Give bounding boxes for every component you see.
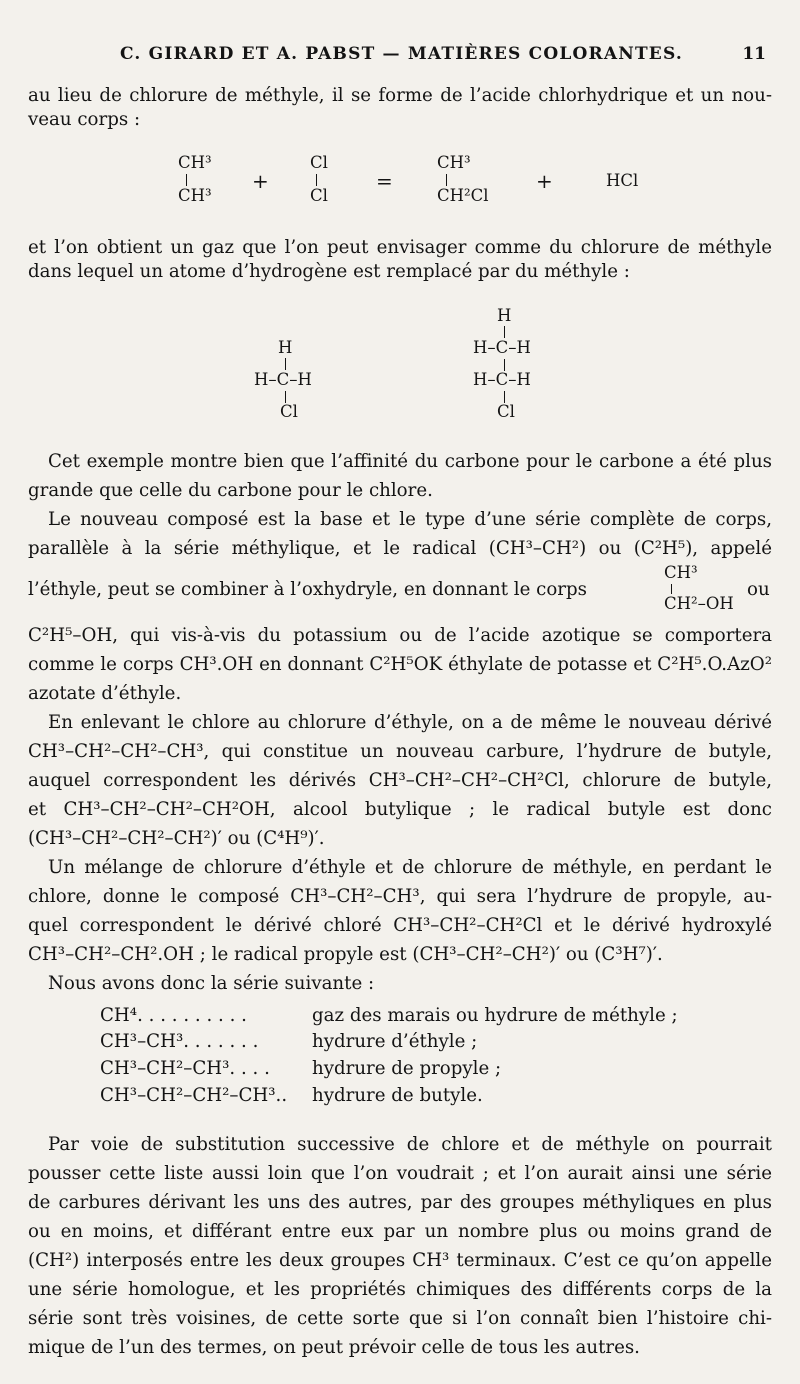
struct-a-middle: H–C–H (254, 370, 312, 389)
text-line: (CH²) interposés entre les deux groupes CH³ terminaux. C’est ce qu’on appelle (28, 1250, 772, 1271)
series-name: hydrure d’éthyle ; (312, 1031, 478, 1052)
series-name: gaz des marais ou hydrure de méthyle ; (312, 1005, 678, 1026)
text-line: grande que celle du carbone pour le chlore. (28, 480, 433, 501)
text-line: Par voie de substitution successive de chlore et de méthyle on pourrait (48, 1134, 772, 1155)
text-line: Nous avons donc la série suivante : (48, 973, 375, 994)
series-name: hydrure de propyle ; (312, 1058, 502, 1079)
series-name: hydrure de butyle. (312, 1085, 483, 1106)
text-line: Le nouveau composé est la base et le type d’une série complète de corps, (48, 509, 772, 530)
eq-plus-1: + (252, 169, 269, 193)
eq-left-bottom: CH³ (178, 186, 212, 205)
eq-mid-bottom: Cl (310, 186, 328, 205)
eq-equals: = (376, 169, 393, 193)
series-formula: CH³–CH²–CH³. . . . (100, 1058, 270, 1079)
text-line: azotate d’éthyle. (28, 683, 182, 704)
ethanol-top: CH³ (664, 563, 698, 582)
text-line: Cet exemple montre bien que l’affinité du carbone pour le carbone a été plus (48, 451, 772, 472)
text-line: pousser cette liste aussi loin que l’on voudrait ; et l’on aurait ainsi une série (28, 1163, 772, 1184)
text-line: veau corps : (28, 109, 141, 130)
text-line: l’éthyle, peut se combiner à l’oxhydryle, en donnant le corps (28, 579, 587, 600)
text-line: et l’on obtient un gaz que l’on peut envisager comme du chlorure de méthyle (28, 237, 772, 258)
text-line: CH³–CH²–CH²–CH³, qui constitue un nouveau carbure, l’hydrure de butyle, (28, 741, 772, 762)
text-line: parallèle à la série méthylique, et le radical (CH³–CH²) ou (C²H⁵), appelé (28, 538, 772, 559)
struct-b-lower: H–C–H (473, 370, 531, 389)
text-line: Un mélange de chlorure d’éthyle et de chlorure de méthyle, en perdant le (48, 857, 772, 878)
text-line: ou en moins, et différant entre eux par un nombre plus ou moins grand de (28, 1221, 772, 1242)
struct-a-top: H (278, 338, 293, 357)
struct-b-upper: H–C–H (473, 338, 531, 357)
text-line: de carbures dérivant les uns des autres, par des groupes méthyliques en plus (28, 1192, 772, 1213)
text-line: et CH³–CH²–CH²–CH²OH, alcool butylique ; le radical butyle est donc (28, 799, 772, 820)
series-formula: CH³–CH²–CH²–CH³.. (100, 1085, 288, 1106)
eq-right-bottom: CH²Cl (437, 186, 489, 205)
page-number: 11 (742, 44, 766, 64)
text-line: CH³–CH²–CH².OH ; le radical propyle est (CH³–CH²–CH²)′ ou (C³H⁷)′. (28, 944, 663, 965)
text-line: chlore, donne le composé CH³–CH²–CH³, qui sera l’hydrure de propyle, au- (28, 886, 772, 907)
text-line: (CH³–CH²–CH²–CH²)′ ou (C⁴H⁹)′. (28, 828, 325, 849)
text-line: une série homologue, et les propriétés chimiques des différents corps de la (28, 1279, 772, 1300)
series-formula: CH⁴. . . . . . . . . . (100, 1005, 247, 1026)
text-line: dans lequel un atome d’hydrogène est remplacé par du méthyle : (28, 261, 630, 282)
ethanol-bottom: CH²–OH (664, 594, 734, 613)
page-header (0, 44, 800, 70)
eq-plus-2: + (536, 169, 553, 193)
eq-right-top: CH³ (437, 153, 471, 172)
text-line: série sont très voisines, de cette sorte que si l’on connaît bien l’histoire chi- (28, 1308, 772, 1329)
struct-a-bottom: Cl (280, 402, 298, 421)
eq-left-top: CH³ (178, 153, 212, 172)
text-line: auquel correspondent les dérivés CH³–CH²–CH²–CH²Cl, chlorure de butyle, (28, 770, 772, 791)
running-title: C. GIRARD ET A. PABST — MATIÈRES COLORANTES. (120, 44, 683, 64)
text-line: comme le corps CH³.OH en donnant C²H⁵OK éthylate de potasse et C²H⁵.O.AzO² (28, 654, 772, 675)
text-line: quel correspondent le dérivé chloré CH³–CH²–CH²Cl et le dérivé hydroxylé (28, 915, 772, 936)
text-line: C²H⁵–OH, qui vis-à-vis du potassium ou de l’acide azotique se comportera (28, 625, 772, 646)
text-line: mique de l’un des termes, on peut prévoir celle de tous les autres. (28, 1337, 640, 1358)
series-formula: CH³–CH³. . . . . . . (100, 1031, 259, 1052)
struct-b-top: H (497, 306, 512, 325)
text-line: En enlevant le chlore au chlorure d’éthyle, on a de même le nouveau dérivé (48, 712, 772, 733)
text-line-end: ou (747, 579, 770, 600)
struct-b-bottom: Cl (497, 402, 515, 421)
text-line: au lieu de chlorure de méthyle, il se forme de l’acide chlorhydrique et un nou- (28, 85, 772, 106)
eq-mid-top: Cl (310, 153, 328, 172)
eq-product: HCl (606, 171, 639, 190)
